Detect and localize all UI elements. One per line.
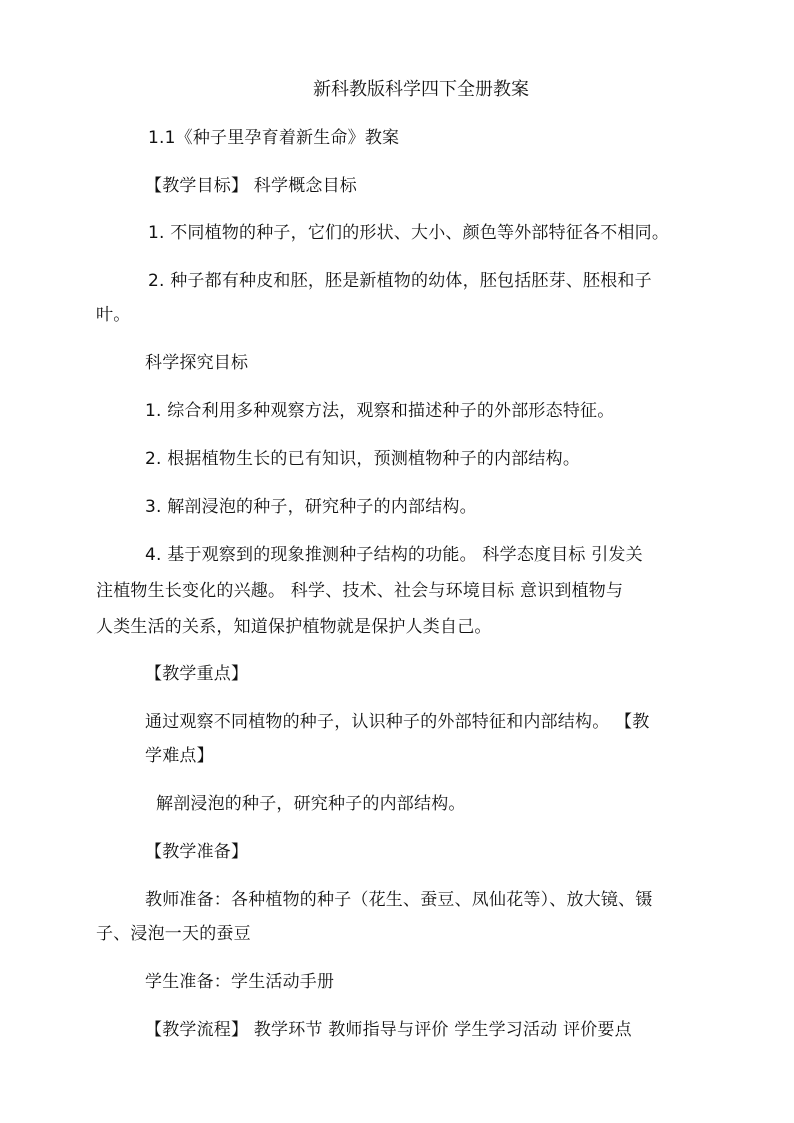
student-prep: 学生准备：学生活动手册	[145, 972, 335, 992]
preparation-heading: 【教学准备】	[145, 842, 249, 862]
inquiry-goal-3: 3. 解剖浸泡的种子，研究种子的内部结构。	[145, 497, 477, 517]
inquiry-heading: 科学探究目标	[145, 353, 249, 373]
lesson-heading: 1.1《种子里孕育着新生命》教案	[148, 128, 400, 148]
inquiry-goal-4-line2: 注植物生长变化的兴趣。 科学、技术、社会与环境目标 意识到植物与	[96, 581, 624, 601]
inquiry-goal-1: 1. 综合利用多种观察方法，观察和描述种子的外部形态特征。	[145, 401, 615, 421]
key-points-line2: 学难点】	[145, 746, 214, 766]
inquiry-goal-4-line1: 4. 基于观察到的现象推测种子结构的功能。 科学态度目标 引发关	[145, 545, 643, 565]
inquiry-goal-4-line3: 人类生活的关系，知道保护植物就是保护人类自己。	[96, 617, 492, 637]
process-heading: 【教学流程】 教学环节 教师指导与评价 学生学习活动 评价要点	[145, 1020, 632, 1040]
inquiry-goal-2: 2. 根据植物生长的已有知识，预测植物种子的内部结构。	[145, 449, 581, 469]
teacher-prep-line2: 子、浸泡一天的蚕豆	[96, 924, 251, 944]
concept-goal-2-line2: 叶。	[96, 305, 131, 325]
difficulty-text: 解剖浸泡的种子，研究种子的内部结构。	[156, 794, 466, 814]
key-points-heading: 【教学重点】	[145, 664, 249, 684]
goals-heading: 【教学目标】 科学概念目标	[145, 176, 358, 196]
teacher-prep-line1: 教师准备：各种植物的种子（花生、蚕豆、凤仙花等）、放大镜、镊	[145, 890, 653, 910]
concept-goal-2-line1: 2. 种子都有种皮和胚，胚是新植物的幼体，胚包括胚芽、胚根和子	[148, 271, 652, 291]
key-points-line1: 通过观察不同植物的种子，认识种子的外部特征和内部结构。 【教	[145, 712, 650, 732]
concept-goal-1: 1. 不同植物的种子，它们的形状、大小、颜色等外部特征各不相同。	[148, 223, 670, 243]
document-title: 新科教版科学四下全册教案	[313, 79, 529, 100]
